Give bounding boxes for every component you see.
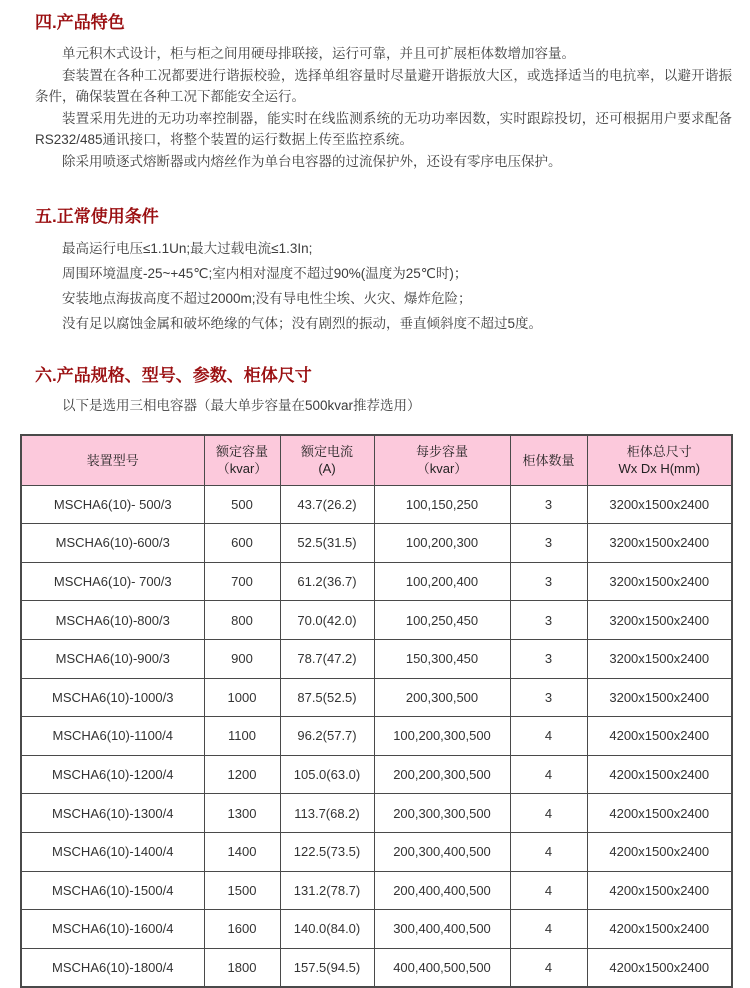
table-row (21, 562, 732, 601)
table-cell: 3 (510, 639, 587, 678)
table-cell: 96.2(57.7) (280, 717, 374, 756)
table-cell: 4 (510, 794, 587, 833)
table-cell: 200,300,500 (374, 678, 510, 717)
condition-line: 没有足以腐蚀金属和破坏绝缘的气体；没有剧烈的振动，垂直倾斜度不超过5度。 (62, 315, 543, 331)
table-row (21, 832, 732, 871)
section-conditions (0, 206, 750, 336)
table-cell: 70.0(42.0) (280, 601, 374, 640)
table-cell: 1600 (204, 910, 280, 949)
col-header-step-capacity (374, 435, 510, 486)
table-cell: 4200x1500x2400 (587, 910, 732, 949)
table-cell: 100,200,400 (374, 562, 510, 601)
table-cell: 3200x1500x2400 (587, 601, 732, 640)
table-row (21, 524, 732, 563)
table-cell: 700 (204, 562, 280, 601)
table-cell: MSCHA6(10)-1000/3 (21, 678, 204, 717)
col-header-cabinet-size (587, 435, 732, 486)
table-cell: MSCHA6(10)-1200/4 (21, 755, 204, 794)
table-cell: 4200x1500x2400 (587, 948, 732, 987)
col-header-cabinet-count (510, 435, 587, 486)
table-cell: MSCHA6(10)- 700/3 (21, 562, 204, 601)
table-row (21, 485, 732, 524)
table-cell: 140.0(84.0) (280, 910, 374, 949)
table-cell: 61.2(36.7) (280, 562, 374, 601)
feature-paragraph: 装置采用先进的无功功率控制器，能实时在线监测系统的无功功率因数，实时跟踪投切，还可根据用户要求配备RS232/485通讯接口，将整个装置的运行数据上传至监控系统。 (35, 110, 732, 148)
table-cell: 3 (510, 678, 587, 717)
table-cell: 4200x1500x2400 (587, 717, 732, 756)
col-header-sub: （kvar） (216, 461, 268, 477)
table-row (21, 601, 732, 640)
table-cell: 157.5(94.5) (280, 948, 374, 987)
feature-paragraph: 单元积木式设计，柜与柜之间用硬母排联接，运行可靠，并且可扩展柜体数增加容量。 (62, 46, 575, 61)
spec-table (20, 434, 733, 988)
col-header-label: 装置型号 (86, 452, 139, 468)
table-cell: 3200x1500x2400 (587, 678, 732, 717)
table-cell: 150,300,450 (374, 639, 510, 678)
table-cell: 1000 (204, 678, 280, 717)
col-header-label: 额定容量 (215, 444, 268, 460)
col-header-rated-capacity (204, 435, 280, 486)
section-conditions-body (0, 236, 750, 336)
col-header-sub: (A) (318, 461, 336, 477)
table-cell: 78.7(47.2) (280, 639, 374, 678)
col-header-label: 柜体总尺寸 (626, 444, 692, 460)
table-cell: 400,400,500,500 (374, 948, 510, 987)
table-cell: 4 (510, 948, 587, 987)
spec-table-intro: 以下是选用三相电容器（最大单步容量在500kvar推荐选用） (62, 397, 421, 413)
table-cell: 4200x1500x2400 (587, 794, 732, 833)
table-cell: 200,300,300,500 (374, 794, 510, 833)
col-header-rated-current (280, 435, 374, 486)
table-cell: MSCHA6(10)-1400/4 (21, 832, 204, 871)
table-cell: 3 (510, 485, 587, 524)
table-cell: MSCHA6(10)-600/3 (21, 524, 204, 563)
table-cell: 200,400,400,500 (374, 871, 510, 910)
feature-paragraph: 除采用喷逐式熔断器或内熔丝作为单台电容器的过流保护外，还设有零序电压保护。 (62, 153, 562, 169)
table-cell: 3 (510, 601, 587, 640)
table-cell: 113.7(68.2) (280, 794, 374, 833)
table-cell: 105.0(63.0) (280, 755, 374, 794)
table-cell: 100,200,300,500 (374, 717, 510, 756)
condition-line: 安装地点海拔高度不超过2000m;没有导电性尘埃、火灾、爆炸危险； (62, 290, 472, 306)
table-cell: 500 (204, 485, 280, 524)
table-cell: 1500 (204, 871, 280, 910)
table-cell: 300,400,400,500 (374, 910, 510, 949)
table-cell: 4 (510, 871, 587, 910)
section-features-title: 四.产品特色 (35, 13, 125, 32)
table-cell: 4200x1500x2400 (587, 832, 732, 871)
section-specs-title: 六.产品规格、型号、参数、柜体尺寸 (35, 365, 312, 385)
table-cell: 3 (510, 562, 587, 601)
col-header-sub: Wx Dx H(mm) (618, 461, 701, 477)
table-cell: 4200x1500x2400 (587, 871, 732, 910)
table-cell: 3200x1500x2400 (587, 524, 732, 563)
table-cell: 4 (510, 755, 587, 794)
table-cell: 1800 (204, 948, 280, 987)
table-row (21, 910, 732, 949)
table-cell: 4200x1500x2400 (587, 755, 732, 794)
feature-paragraph: 套装置在各种工况都要进行谐振校验，选择单组容量时尽量避开谐振放大区，或选择适当的电抗率，以避开谐振条件，确保装置在各种工况下都能安全运行。 (35, 67, 732, 105)
table-row (21, 948, 732, 987)
table-row (21, 794, 732, 833)
section-features-body (0, 43, 750, 173)
table-cell: 1200 (204, 755, 280, 794)
table-cell: 52.5(31.5) (280, 524, 374, 563)
table-cell: 87.5(52.5) (280, 678, 374, 717)
table-cell: MSCHA6(10)-1600/4 (21, 910, 204, 949)
table-row (21, 678, 732, 717)
section-specs (0, 365, 750, 988)
table-row (21, 871, 732, 910)
table-row (21, 639, 732, 678)
col-header-model (21, 435, 204, 486)
table-row (21, 755, 732, 794)
spec-table-header-row (21, 435, 732, 486)
table-cell: 900 (204, 639, 280, 678)
table-cell: 1100 (204, 717, 280, 756)
table-cell: 3 (510, 524, 587, 563)
table-cell: 43.7(26.2) (280, 485, 374, 524)
col-header-label: 额定电流 (300, 444, 353, 460)
table-cell: 200,200,300,500 (374, 755, 510, 794)
spec-table-body (21, 485, 732, 987)
table-row (21, 717, 732, 756)
table-cell: 800 (204, 601, 280, 640)
section-conditions-title: 五.正常使用条件 (35, 206, 159, 226)
col-header-label: 每步容量 (415, 444, 468, 460)
table-cell: 3200x1500x2400 (587, 562, 732, 601)
table-cell: 200,300,400,500 (374, 832, 510, 871)
table-cell: 100,150,250 (374, 485, 510, 524)
condition-line: 周围环境温度-25~+45℃;室内相对湿度不超过90%(温度为25℃时)； (62, 265, 468, 281)
table-cell: MSCHA6(10)-1300/4 (21, 794, 204, 833)
table-cell: MSCHA6(10)-1500/4 (21, 871, 204, 910)
table-cell: 1400 (204, 832, 280, 871)
table-cell: MSCHA6(10)-1100/4 (21, 717, 204, 756)
table-cell: 3200x1500x2400 (587, 485, 732, 524)
condition-line: 最高运行电压≤1.1Un;最大过载电流≤1.3In; (62, 240, 313, 256)
table-cell: MSCHA6(10)-900/3 (21, 639, 204, 678)
table-cell: 1300 (204, 794, 280, 833)
table-cell: 4 (510, 910, 587, 949)
table-cell: 600 (204, 524, 280, 563)
table-cell: 100,200,300 (374, 524, 510, 563)
table-cell: 122.5(73.5) (280, 832, 374, 871)
table-cell: MSCHA6(10)-800/3 (21, 601, 204, 640)
col-header-label: 柜体数量 (522, 452, 575, 468)
table-cell: 4 (510, 832, 587, 871)
table-cell: 4 (510, 717, 587, 756)
table-cell: 100,250,450 (374, 601, 510, 640)
table-cell: 3200x1500x2400 (587, 639, 732, 678)
table-cell: 131.2(78.7) (280, 871, 374, 910)
table-cell: MSCHA6(10)-1800/4 (21, 948, 204, 987)
col-header-sub: （kvar） (416, 461, 468, 477)
section-features (0, 0, 750, 173)
table-cell: MSCHA6(10)- 500/3 (21, 485, 204, 524)
